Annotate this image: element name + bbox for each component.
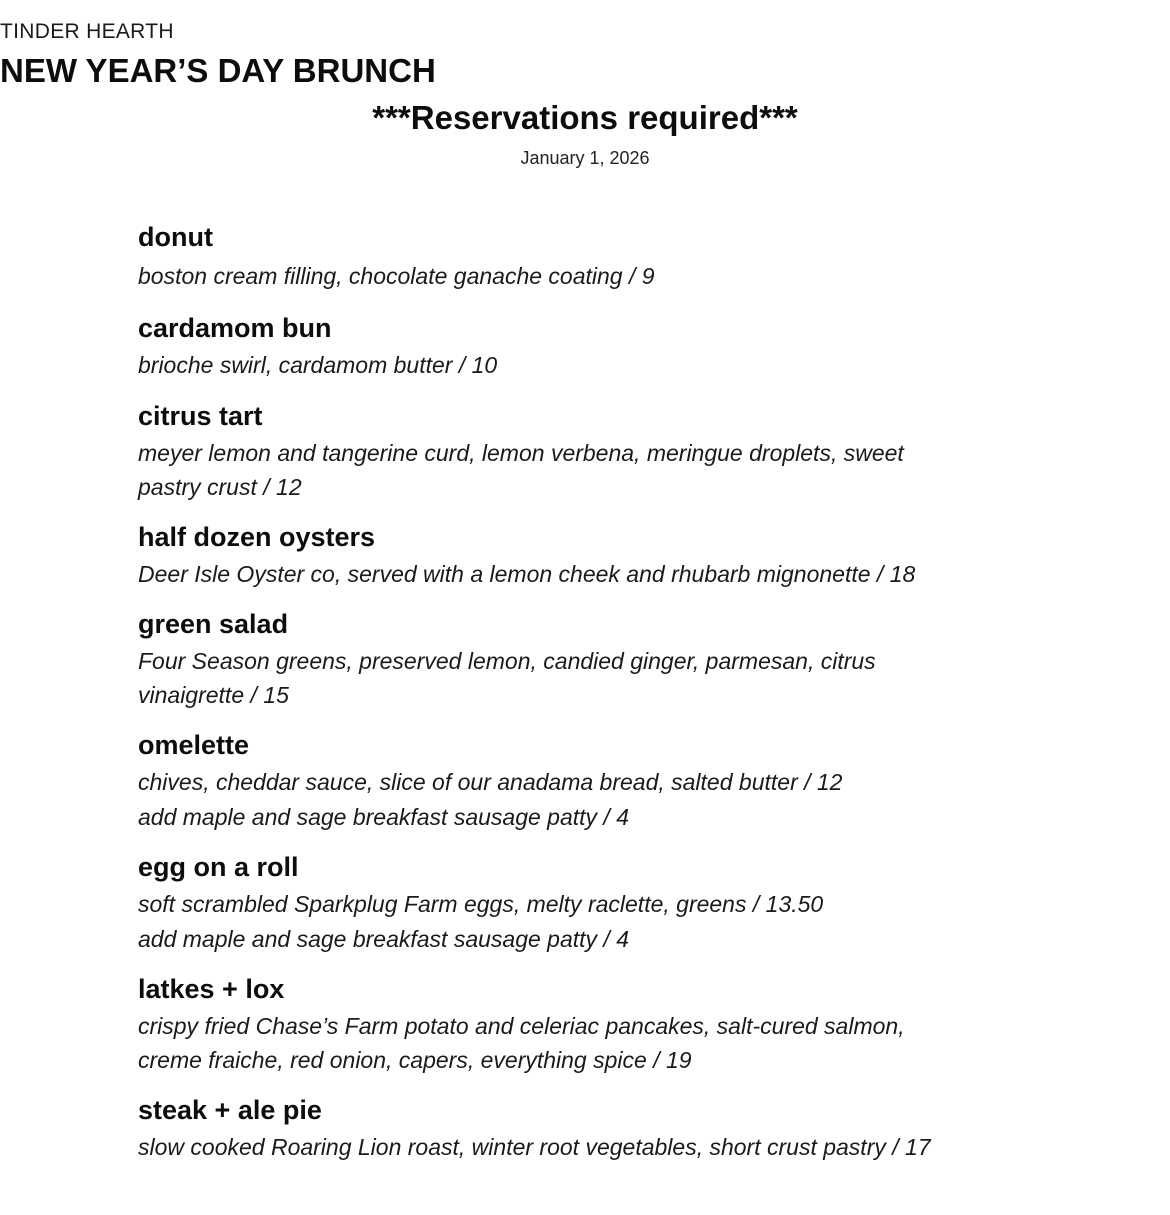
menu-item-name: donut xyxy=(138,222,213,252)
menu-item-description: slow cooked Roaring Lion roast, winter root vegetables, short crust pastry / 17 xyxy=(138,1134,931,1160)
menu-item-description: crispy fried Chase’s Farm potato and celeriac pancakes, salt-cured salmon, xyxy=(138,1013,905,1039)
menu-item-description: meyer lemon and tangerine curd, lemon verbena, meringue droplets, sweet xyxy=(138,440,904,466)
menu-item-add-on: add maple and sage breakfast sausage patty / 4 xyxy=(138,926,629,952)
menu-item-description: Deer Isle Oyster co, served with a lemon cheek and rhubarb mignonette / 18 xyxy=(138,561,916,587)
menu-item-description: Four Season greens, preserved lemon, candied ginger, parmesan, citrus xyxy=(138,648,876,674)
menu-item-description: pastry crust / 12 xyxy=(138,474,302,500)
menu-item-name: latkes + lox xyxy=(138,974,285,1004)
menu-item-name: egg on a roll xyxy=(138,852,299,882)
menu-item-description: soft scrambled Sparkplug Farm eggs, melty raclette, greens / 13.50 xyxy=(138,891,824,917)
event-title: NEW YEAR’S DAY BRUNCH xyxy=(0,52,436,89)
reservation-notice: ***Reservations required*** xyxy=(372,99,798,136)
menu-item-description: vinaigrette / 15 xyxy=(138,682,289,708)
menu-item-description: boston cream filling, chocolate ganache coating / 9 xyxy=(138,263,655,289)
menu-item-name: citrus tart xyxy=(138,401,263,431)
menu-item-description: chives, cheddar sauce, slice of our anadama bread, salted butter / 12 xyxy=(138,769,843,795)
menu-item-name: green salad xyxy=(138,609,289,639)
restaurant-name: TINDER HEARTH xyxy=(0,20,174,43)
menu-item-name: steak + ale pie xyxy=(138,1095,322,1125)
menu-item-name: cardamom bun xyxy=(138,313,332,343)
menu-item-name: half dozen oysters xyxy=(138,522,376,552)
menu-item-description: creme fraiche, red onion, capers, everything spice / 19 xyxy=(138,1047,692,1073)
event-date: January 1, 2026 xyxy=(520,148,650,168)
menu-item-description: brioche swirl, cardamom butter / 10 xyxy=(138,352,498,378)
menu-item-name: omelette xyxy=(138,730,250,760)
menu-item-add-on: add maple and sage breakfast sausage patty / 4 xyxy=(138,804,629,830)
